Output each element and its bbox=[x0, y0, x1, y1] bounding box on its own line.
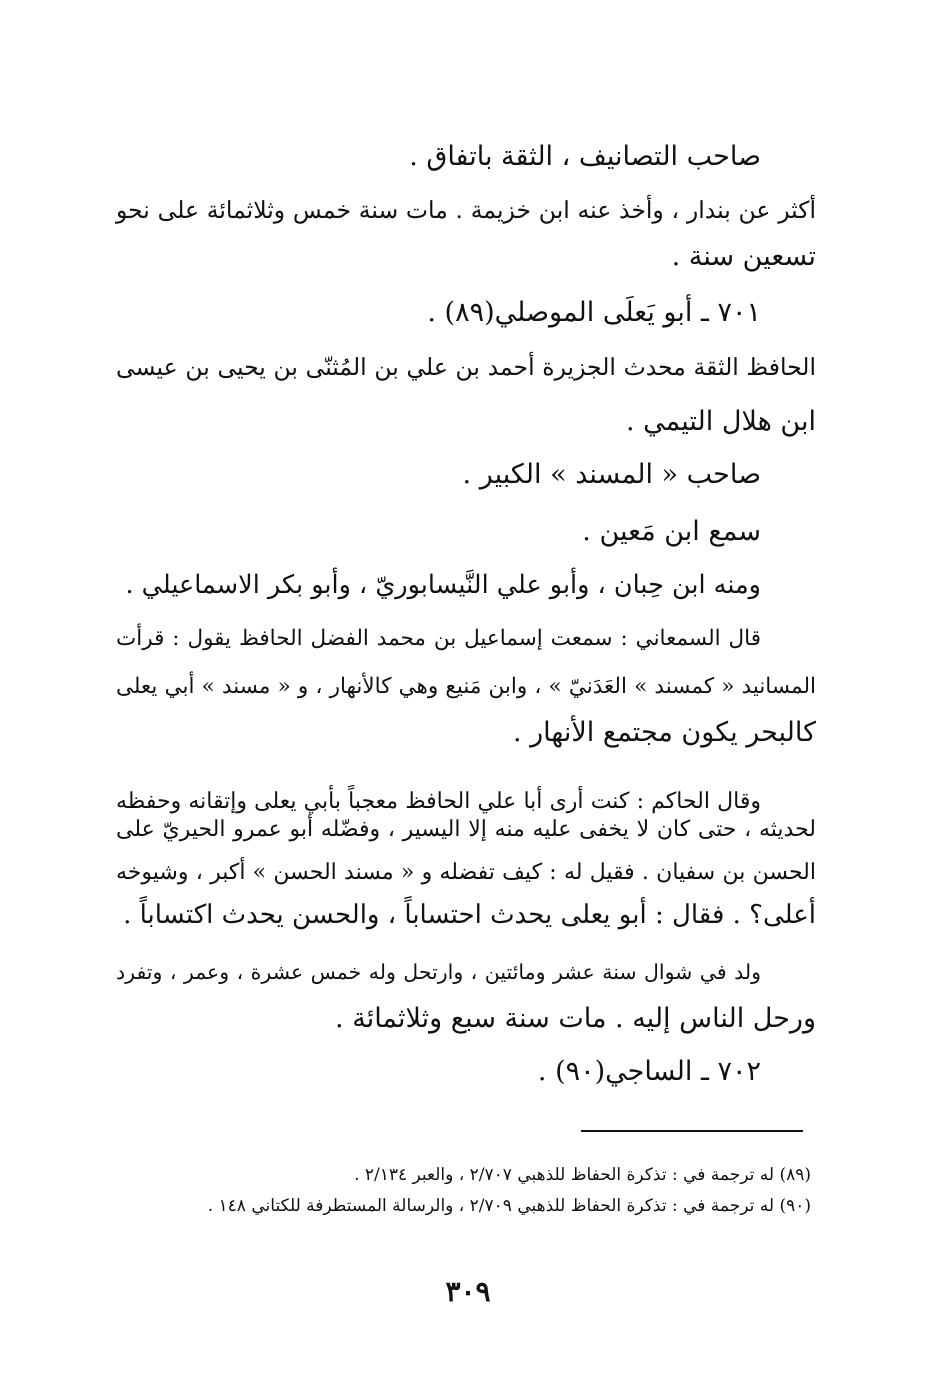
footnote: (٨٩) له ترجمة في : تذكرة الحفاظ للذهبي ٢/٧٠٧ ، والعبر ٢/١٣٤ . bbox=[354, 1165, 811, 1185]
text-line: لحديثه ، حتى كان لا يخفى عليه منه إلا اليسير ، وفضّله أبو عمرو الحيريّ على bbox=[116, 817, 816, 842]
text-line: الحافظ الثقة محدث الجزيرة أحمد بن علي بن المُثنّى بن يحيى بن عيسى bbox=[116, 353, 816, 381]
text-line: ابن هلال التيمي . bbox=[625, 406, 816, 437]
page-number: ٣٠٩ bbox=[445, 1275, 491, 1308]
text-line: ولد في شوال سنة عشر ومائتين ، وارتحل وله خمس عشرة ، وعمر ، وتفرد bbox=[116, 960, 761, 984]
text-line: وقال الحاكم : كنت أرى أبا علي الحافظ معجباً بأبي يعلى وإتقانه وحفظه bbox=[116, 789, 761, 814]
text-line: ومنه ابن حِبان ، وأبو علي النَّيسابوريّ ، وأبو بكر الاسماعيلي . bbox=[125, 570, 761, 600]
text-line: قال السمعاني : سمعت إسماعيل بن محمد الفضل الحافظ يقول : قرأت bbox=[116, 626, 761, 651]
text-line: المسانيد « كمسند » العَدَنيّ » ، وابن مَنيع وهي كالأنهار ، و « مسند » أبي يعلى bbox=[116, 674, 816, 699]
footnote: (٩٠) له ترجمة في : تذكرة الحفاظ للذهبي ٢/٧٠٩ ، والرسالة المستطرفة للكتاني ١٤٨ . bbox=[207, 1196, 811, 1216]
entry-heading: ٧٠٢ ـ الساجي(٩٠) . bbox=[537, 1056, 761, 1087]
text-line: أكثر عن بندار ، وأخذ عنه ابن خزيمة . مات سنة خمس وثلاثمائة على نحو bbox=[116, 196, 816, 224]
text-line: صاحب التصانيف ، الثقة باتفاق . bbox=[409, 141, 761, 172]
entry-heading: ٧٠١ ـ أبو يَعلَى الموصلي(٨٩) . bbox=[427, 297, 761, 328]
text-line: أعلى؟ . فقال : أبو يعلى يحدث احتساباً ، والحسن يحدث اكتساباً . bbox=[123, 900, 816, 930]
text-line: سمع ابن مَعين . bbox=[582, 516, 761, 547]
text-line: تسعين سنة . bbox=[671, 241, 816, 272]
text-line: كالبحر يكون مجتمع الأنهار . bbox=[512, 717, 816, 748]
text-line: صاحب « المسند » الكبير . bbox=[462, 459, 761, 490]
text-line: الحسن بن سفيان . فقيل له : كيف تفضله و « مسند الحسن » أكبر ، وشيوخه bbox=[116, 860, 816, 885]
text-line: ورحل الناس إليه . مات سنة سبع وثلاثمائة . bbox=[335, 1003, 816, 1034]
footnote-separator bbox=[581, 1130, 803, 1132]
